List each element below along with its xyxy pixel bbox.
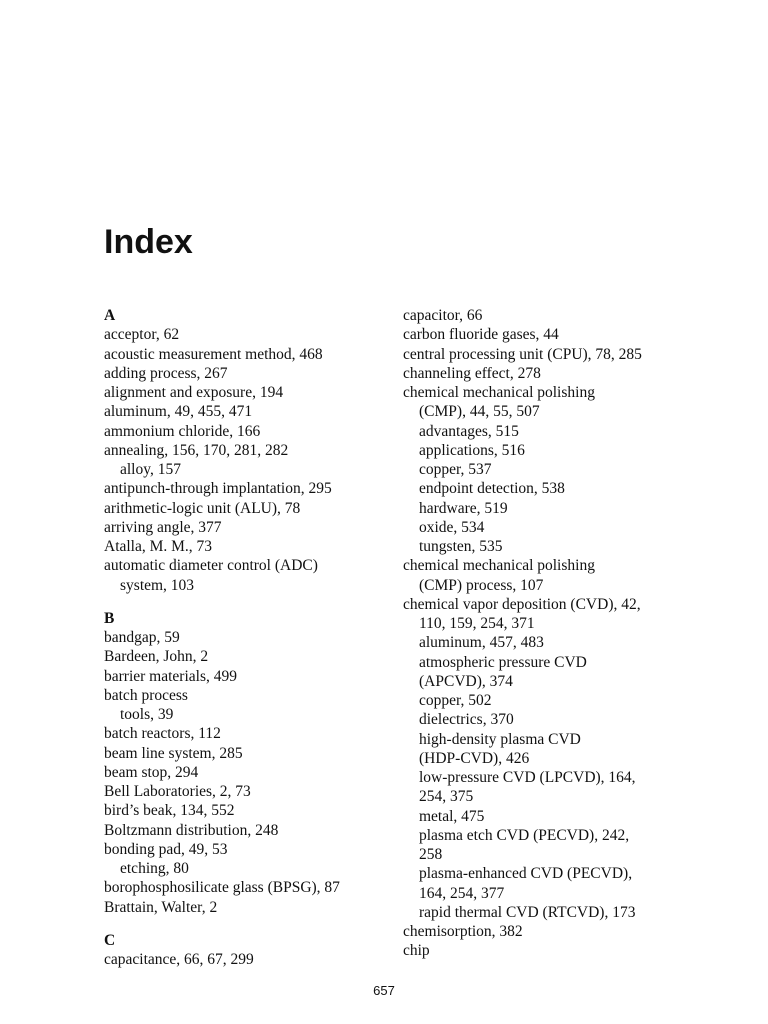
page-number: 657: [373, 983, 395, 998]
index-entry: bird’s beak, 134, 552: [104, 802, 235, 820]
index-subentry: hardware, 519: [419, 499, 508, 517]
index-entry: barrier materials, 499: [104, 667, 237, 685]
index-entry: ammonium chloride, 166: [104, 422, 261, 440]
index-entry: carbon fluoride gases, 44: [403, 326, 559, 344]
index-subentry: system, 103: [120, 576, 195, 594]
index-subentry: (CMP) process, 107: [419, 576, 544, 594]
index-entry: chip: [403, 942, 430, 960]
index-section-letter: A: [104, 307, 116, 324]
index-subentry: applications, 516: [419, 441, 525, 459]
index-subentry: (APCVD), 374: [419, 672, 513, 690]
index-entry: batch reactors, 112: [104, 725, 221, 743]
index-entry: arithmetic-logic unit (ALU), 78: [104, 499, 301, 517]
index-entry: adding process, 267: [104, 364, 228, 382]
index-entry: bandgap, 59: [104, 629, 180, 646]
index-entry: chemical mechanical polishing: [403, 384, 595, 401]
index-column-left: [104, 306, 340, 969]
section-gap: [104, 917, 340, 931]
index-subentry: atmospheric pressure CVD: [419, 653, 587, 671]
index-entry: channeling effect, 278: [403, 364, 541, 382]
index-entry: borophosphosilicate glass (BPSG), 87: [104, 879, 340, 897]
index-subentry: 164, 254, 377: [419, 884, 505, 902]
index-subentry: 110, 159, 254, 371: [419, 615, 535, 632]
index-entry: capacitor, 66: [403, 307, 483, 324]
index-subentry: copper, 537: [419, 461, 492, 478]
index-entry: Atalla, M. M., 73: [104, 538, 213, 555]
index-subentry: dielectrics, 370: [419, 711, 514, 729]
index-subentry: plasma-enhanced CVD (PECVD),: [419, 865, 633, 883]
index-entry: central processing unit (CPU), 78, 285: [403, 345, 642, 363]
index-subentry: aluminum, 457, 483: [419, 634, 544, 652]
index-entry: bonding pad, 49, 53: [104, 840, 228, 858]
index-entry: acceptor, 62: [104, 326, 180, 344]
index-subentry: high-density plasma CVD: [419, 730, 581, 748]
index-entry: antipunch-through implantation, 295: [104, 480, 332, 498]
index-entry: beam stop, 294: [104, 763, 199, 781]
index-subentry: rapid thermal CVD (RTCVD), 173: [419, 903, 636, 921]
index-entry: arriving angle, 377: [104, 518, 222, 536]
index-subentry: 254, 375: [419, 788, 474, 806]
index-section-letter: B: [104, 609, 115, 627]
index-entry: Bell Laboratories, 2, 73: [104, 783, 251, 800]
index-subentry: copper, 502: [419, 692, 492, 709]
index-subentry: etching, 80: [120, 860, 189, 877]
index-subentry: plasma etch CVD (PECVD), 242,: [419, 826, 630, 844]
section-gap: [104, 595, 340, 609]
index-subentry: (CMP), 44, 55, 507: [419, 403, 540, 421]
index-subentry: low-pressure CVD (LPCVD), 164,: [419, 769, 636, 786]
index-entry: chemisorption, 382: [403, 923, 523, 940]
index-subentry: advantages, 515: [419, 422, 519, 440]
index-entry: Bardeen, John, 2: [104, 648, 209, 666]
index-subentry: metal, 475: [419, 807, 485, 825]
index-subentry: oxide, 534: [419, 518, 485, 536]
index-entry: chemical mechanical polishing: [403, 557, 595, 575]
index-entry: batch process: [104, 686, 188, 704]
index-entry: chemical vapor deposition (CVD), 42,: [403, 595, 641, 613]
index-subentry: alloy, 157: [120, 461, 181, 478]
index-entry: alignment and exposure, 194: [104, 384, 284, 401]
page-title: Index: [104, 223, 193, 261]
index-column-right: [403, 306, 642, 961]
index-entry: aluminum, 49, 455, 471: [104, 403, 253, 421]
index-entry: Brattain, Walter, 2: [104, 898, 218, 916]
index-subentry: (HDP-CVD), 426: [419, 749, 530, 767]
index-subentry: tools, 39: [120, 706, 174, 723]
index-subentry: 258: [419, 846, 443, 863]
index-entry: annealing, 156, 170, 281, 282: [104, 441, 289, 459]
index-subentry: endpoint detection, 538: [419, 480, 565, 498]
index-entry: capacitance, 66, 67, 299: [104, 951, 254, 968]
index-entry: beam line system, 285: [104, 744, 243, 762]
index-section-letter: C: [104, 931, 116, 949]
index-entry: automatic diameter control (ADC): [104, 557, 318, 575]
index-subentry: tungsten, 535: [419, 538, 503, 555]
index-entry: Boltzmann distribution, 248: [104, 821, 279, 839]
index-entry: acoustic measurement method, 468: [104, 345, 323, 363]
